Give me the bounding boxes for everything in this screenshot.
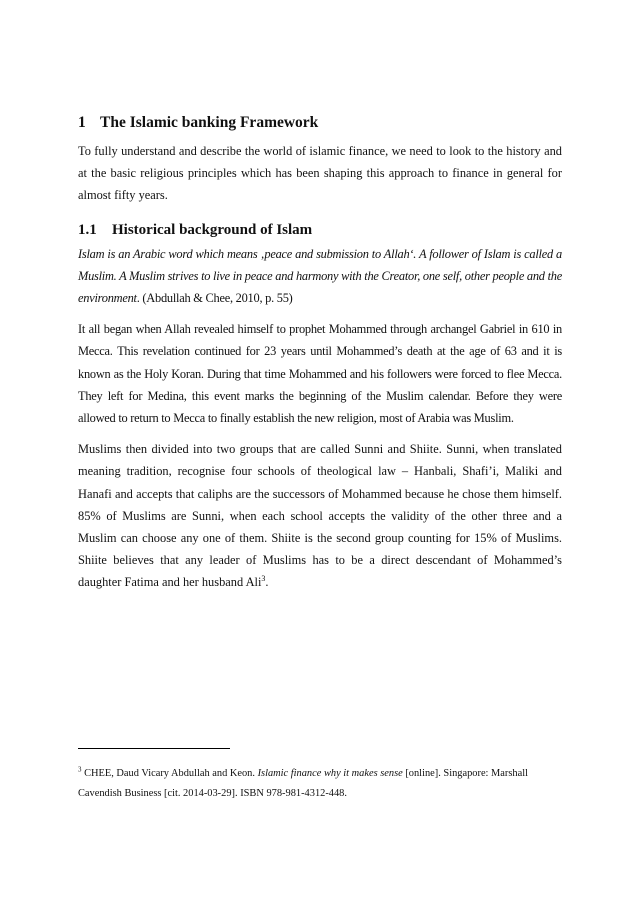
footnote-authors: CHEE, Daud Vicary Abdullah and Keon. — [81, 768, 258, 779]
paragraph-end: . — [265, 575, 269, 590]
page-content — [78, 112, 562, 603]
footnote-reference[interactable]: 3 — [261, 574, 266, 584]
chapter-number: 1 — [78, 114, 86, 131]
definition-quote-text: Islam is an Arabic word which means ‚peace and submission to Allah‘. A follower of Islam is called a Muslim. A Muslim strives to live in peace and harmony with the Creator, one self, other people and the environment — [78, 246, 562, 306]
history-paragraph: It all began when Allah revealed himself to prophet Mohammed through archangel Gabriel in 610 in Mecca. This revelation continued for 23 years until Mohammed’s death at the age of 63 and it is known as the Holy Koran. During that time Mohammed and his followers were forced to flee Mecca. They left for Medina, this event marks the beginning of the Muslim calendar. Before they were allowed to return to Mecca to finally establish the new religion, most of Arabia was Muslim. — [78, 322, 562, 426]
footnote-book-title: Islamic finance why it makes sense — [257, 768, 403, 779]
chapter-title: The Islamic banking Framework — [100, 114, 319, 131]
quote-citation: . (Abdullah & Chee, 2010, p. 55) — [136, 291, 293, 306]
section-heading — [78, 219, 562, 241]
chapter-heading — [78, 112, 562, 134]
section-title: Historical background of Islam — [112, 221, 313, 238]
footnote-marker: 3 — [78, 765, 82, 774]
intro-paragraph: To fully understand and describe the world of islamic finance, we need to look to the history and at the basic religious principles which has been shaping this approach to finance in general for almost fifty years. — [78, 144, 562, 203]
definition-quote-paragraph — [78, 243, 562, 310]
sunni-shiite-text: Muslims then divided into two groups that are called Sunni and Shiite. Sunni, when translated meaning tradition, recognise four schools of theological law – Hanbali, Shafi’i, Maliki and Hanafi and accepts that caliphs are the successors of Mohammed because he chose them himself. 85% of Muslims are Sunni, when each school accepts the validity of the other three and a Muslim can choose any one of them. Shiite is the second group counting for 15% of Muslims. Shiite believes that any leader of Muslims has to be a direct descendant of Mohammed’s daughter Fatima and her husband Ali — [78, 442, 562, 590]
section-number: 1.1 — [78, 221, 97, 238]
footnote-details: [online]. Singapore: Marshall Cavendish Business [cit. 2014-03-29]. ISBN 978-981-4312-448. — [78, 768, 528, 799]
footnote-separator — [78, 748, 230, 749]
footnote — [78, 764, 562, 804]
sunni-shiite-paragraph — [78, 438, 562, 593]
